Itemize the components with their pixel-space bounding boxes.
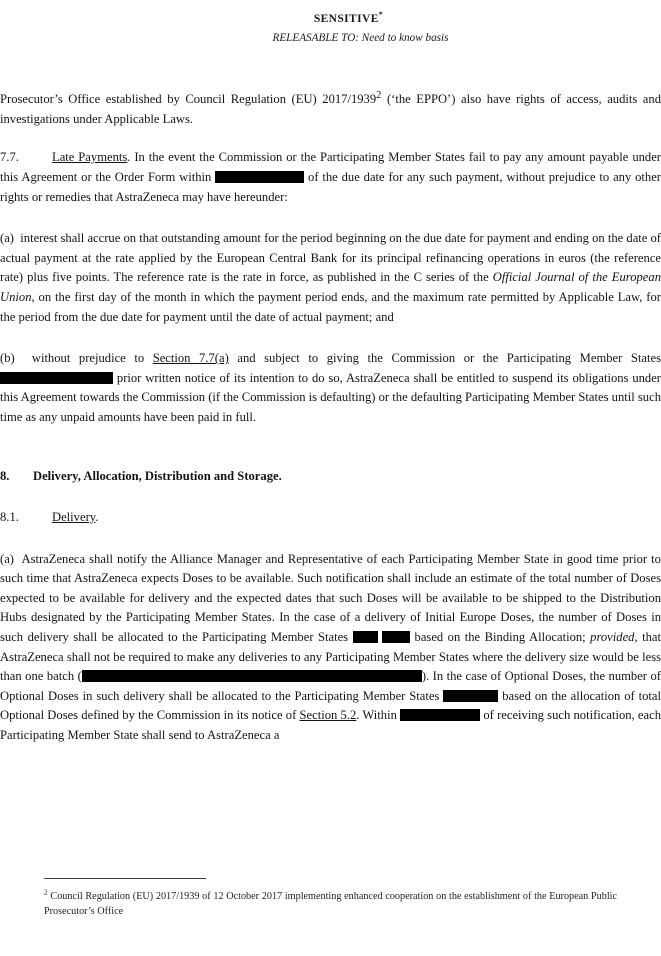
clause-7-7-text-2: of the due date for any such payment, without prejudice to any other rights or remedies that AstraZeneca may have hereunder:	[0, 169, 661, 204]
clause-7-7-a-text-1: interest shall accrue on that outstanding amount for the period beginning on the due date for payment and ending on the date of actual payment at the rate applied by the European Central Bank for its principal refinancing operations in euros (the reference rate) plus five points. The reference rate is the rate in force, as published in the C series of the	[0, 231, 661, 285]
spacer	[0, 327, 661, 349]
clause-8-1-a-text-7: of receiving such notification, each Participating Member State shall send to AstraZeneca a	[0, 708, 661, 743]
clause-8-1-a-text-5: based on the allocation of total Optional Doses defined by the Commission in its notice of	[0, 688, 661, 723]
redaction-bar	[353, 631, 378, 643]
section-number-8: 8.	[0, 468, 10, 483]
spacer	[0, 486, 661, 508]
cross-reference-section-5-2[interactable]: Section 5.2	[299, 708, 357, 723]
section-8-heading	[0, 467, 661, 487]
clause-8-1-heading	[0, 508, 661, 528]
document-body	[0, 86, 661, 746]
clause-8-1-a-text-4: ). In the case of Optional Doses, the number of Optional Doses in such delivery shall be allocated to the Participating Member States	[0, 669, 661, 703]
clause-8-1-a-text-1: AstraZeneca shall notify the Alliance Manager and Representative of each Participating Member State in good time prior to such time that AstraZeneca expects Doses to be available. Such notification shall include an estimate of the total number of Doses expected to be available for delivery and the expected dates that such Doses will be available to be shipped to the Distribution Hubs designated by the Participating Member States. In the case of a delivery of Initial Europe Doses, the number of Doses in such delivery shall be allocated to the Participating Member States	[0, 551, 661, 645]
spacer	[0, 428, 661, 450]
redaction-bar	[382, 631, 410, 643]
clause-8-1-a	[0, 550, 661, 746]
continuation-text-1: Prosecutor’s Office established by Council Regulation (EU) 2017/1939	[0, 92, 377, 107]
continuation-text-2: (‘the EPPO’) also have rights of access, audits and investigations under Applicable Laws.	[0, 92, 661, 126]
footnote-marker: 2	[44, 887, 48, 897]
redaction-bar	[400, 709, 480, 721]
clause-number-8-1: 8.1.	[0, 510, 19, 525]
footnote-text: Council Regulation (EU) 2017/1939 of 12 October 2017 implementing enhanced cooperation on the establishment of the European Public Prosecutor’s Office	[44, 891, 618, 917]
clause-7-7	[0, 148, 661, 207]
classification-marker-icon: *	[378, 10, 384, 20]
clause-8-1-a-text-3: , that AstraZeneca shall not be required to make any deliveries to any Participating Member States where the delivery size would be less than one batch (	[0, 630, 661, 684]
journal-title: Official Journal of the European Union,	[0, 270, 661, 304]
classification-label	[0, 12, 661, 26]
page-header	[0, 12, 661, 46]
clause-title-delivery-suffix: .	[95, 510, 99, 525]
paragraph-continuation	[0, 86, 661, 129]
clause-7-7-a-text-2: on the first day of the month in which the payment period ends, and the maximum rate permitted by Applicable Law, for the period from the due date for payment until the date of actual payment; and	[0, 289, 661, 324]
footnote-divider	[44, 878, 206, 879]
releasable-to-label: RELEASABLE TO: Need to know basis	[272, 32, 449, 44]
redaction-bar	[215, 171, 304, 183]
redaction-bar	[210, 670, 422, 682]
footnote-2	[44, 889, 617, 919]
provided-emphasis: provided	[590, 630, 635, 645]
spacer	[0, 207, 661, 229]
clause-7-7-b-text-3: prior written notice of its intention to do so, AstraZeneca shall be entitled to suspend its obligations under this Agreement towards the Commission (if the Commission is defaulting) or the defaulting Participating Member States until such time as any unpaid amounts have been paid in full.	[0, 370, 661, 424]
footnote-area	[44, 878, 617, 919]
clause-title-delivery: Delivery	[52, 510, 96, 525]
section-title-8: Delivery, Allocation, Distribution and Storage.	[33, 468, 282, 483]
cross-reference-section-7-7-a[interactable]: Section 7.7(a)	[152, 351, 229, 366]
spacer	[0, 450, 661, 467]
clause-label-a: (a)	[0, 231, 14, 246]
classification-text: SENSITIVE	[313, 13, 379, 25]
clause-7-7-b	[0, 349, 661, 427]
spacer	[0, 528, 661, 550]
clause-title-late-payments: Late Payments	[52, 150, 128, 165]
clause-7-7-text-1: . In the event the Commission or the Participating Member States fail to pay any amount payable under this Agreement or the Order Form within	[0, 150, 661, 184]
clause-label-b: (b)	[0, 351, 15, 366]
spacer	[0, 129, 661, 148]
footnote-reference[interactable]: 2	[376, 90, 382, 101]
clause-7-7-b-text-2: and subject to giving the Commission or the Participating Member States	[237, 351, 661, 366]
redaction-bar	[82, 670, 210, 682]
clause-number-7-7: 7.7.	[0, 150, 19, 165]
clause-8-1-a-text-2: based on the Binding Allocation;	[414, 630, 586, 645]
redaction-bar	[443, 690, 498, 702]
clause-7-7-a	[0, 229, 661, 327]
clause-label-a: (a)	[0, 551, 14, 566]
clause-8-1-a-text-6: . Within	[356, 708, 397, 723]
clause-7-7-b-text-1: without prejudice to	[31, 351, 145, 366]
redaction-bar	[0, 372, 113, 384]
